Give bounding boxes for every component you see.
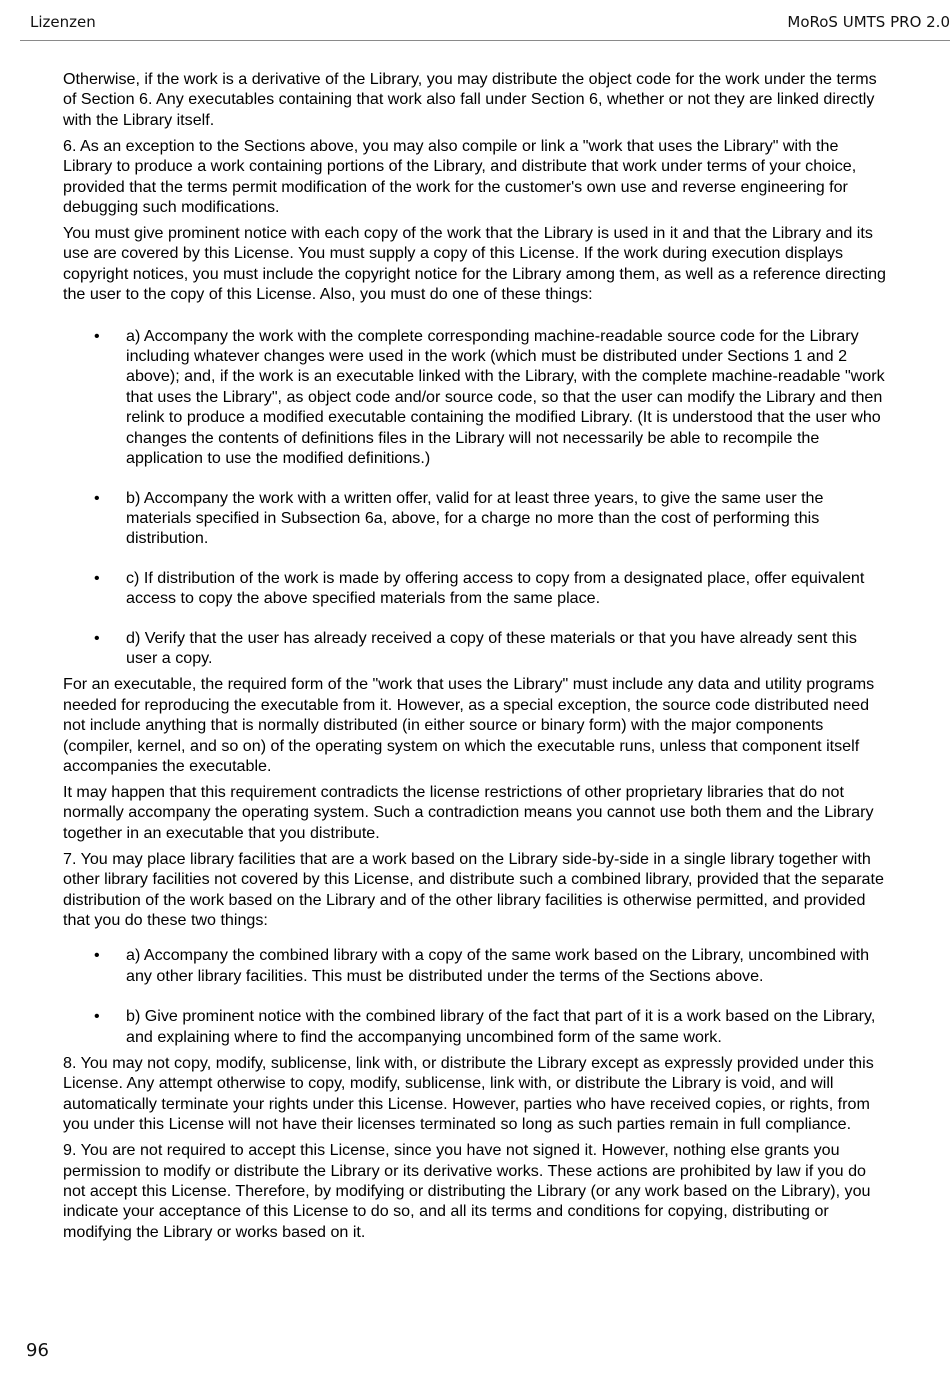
list-item bbox=[63, 568, 891, 609]
bullet-icon: • bbox=[94, 628, 100, 647]
bullet-list bbox=[63, 326, 891, 669]
bullet-icon: • bbox=[94, 1007, 100, 1026]
list-item-text: c) If distribution of the work is made by offering access to copy from a designated place, offer equivalent access to copy the above specified materials from the same place. bbox=[126, 568, 865, 608]
paragraph: 6. As an exception to the Sections above, you may also compile or link a "work that uses the Library" with the Library to produce a work containing portions of the Library, and distribute that work under terms of your choice, provided that the terms permit modification of the work for the customer's own use and reverse engineering for debugging such modifications. bbox=[63, 136, 857, 217]
paragraph: For an executable, the required form of the "work that uses the Library" must include any data and utility programs needed for reproducing the executable from it. However, as a special exception, the source code distributed need not include anything that is normally distributed (in either source or binary form) with the major components (compiler, kernel, and so on) of the operating system on which the executable runs, unless that component itself accompanies the executable. bbox=[63, 675, 875, 775]
bullet-list bbox=[63, 945, 891, 1047]
paragraph: You must give prominent notice with each copy of the work that the Library is used in it and that the Library and its use are covered by this License. You must supply a copy of this License. If the work during execution displays copyright notices, you must include the copyright notice for the Library among them, as well as a reference directing the user to the copy of this License. Also, you must do one of these things: bbox=[63, 224, 886, 304]
bullet-icon: • bbox=[94, 326, 100, 345]
paragraph: 8. You may not copy, modify, sublicense, link with, or distribute the Library except as expressly provided under this License. Any attempt otherwise to copy, modify, sublicense, link with, or distribute the Library is void, and will automatically terminate your rights under this License. However, parties who have received copies, or rights, from you under this License will not have their licenses terminated so long as such parties remain in full compliance. bbox=[63, 1054, 874, 1134]
list-item bbox=[63, 945, 891, 986]
bullet-icon: • bbox=[94, 488, 100, 507]
list-item-text: b) Give prominent notice with the combined library of the fact that part of it is a work based on the Library, and explaining where to find the accompanying uncombined form of the same work. bbox=[126, 1007, 876, 1046]
list-item-text: a) Accompany the work with the complete corresponding machine-readable source code for the Library including whatever changes were used in the work (which must be distributed under Sections 1 and 2 above); and, if the work is an executable linked with the Library, with the complete machine-readable "work that uses the Library", as object code and/or source code, so that the user can modify the Library and then relink to produce a modified executable containing the modified Library. (It is understood that the user who changes the contents of definitions files in the Library will not necessarily be able to recompile the application to use the modified definitions.) bbox=[126, 326, 885, 468]
paragraph: 9. You are not required to accept this License, since you have not signed it. However, nothing else grants you permission to modify or distribute the Library or its derivative works. These actions are prohibited by law if you do not accept this License. Therefore, by modifying or distributing the Library (or any work based on the Library), you indicate your acceptance of this License to do so, and all its terms and conditions for copying, distributing or modifying the Library or works based on it. bbox=[63, 1141, 871, 1241]
list-item bbox=[63, 326, 891, 469]
bullet-icon: • bbox=[94, 568, 100, 587]
header-product-title: MoRoS UMTS PRO 2.0 bbox=[787, 13, 950, 31]
page-body bbox=[63, 69, 891, 1248]
page-number: 96 bbox=[26, 1340, 49, 1361]
list-item bbox=[63, 1006, 891, 1047]
list-item-text: b) Accompany the work with a written offer, valid for at least three years, to give the same user the materials specified in Subsection 6a, above, for a charge no more than the cost of performing this distribution. bbox=[126, 488, 824, 548]
paragraph: Otherwise, if the work is a derivative of the Library, you may distribute the object code for the work under the terms of Section 6. Any executables containing that work also fall under Section 6, whether or not they are linked directly with the Library itself. bbox=[63, 70, 877, 129]
paragraph: It may happen that this requirement contradicts the license restrictions of other proprietary libraries that do not normally accompany the operating system. Such a contradiction means you cannot use both them and the Library together in an executable that you distribute. bbox=[63, 782, 874, 842]
bullet-icon: • bbox=[94, 946, 100, 965]
list-item-text: d) Verify that the user has already received a copy of these materials or that you have already sent this user a copy. bbox=[126, 628, 857, 667]
paragraph: 7. You may place library facilities that are a work based on the Library side-by-side in a single library together with other library facilities not covered by this License, and distribute such a combined library, provided that the separate distribution of the work based on the Library and of the other library facilities is otherwise permitted, and provided that you do these two things: bbox=[63, 849, 884, 929]
list-item bbox=[63, 488, 891, 549]
page-header bbox=[20, 10, 950, 41]
header-section-title: Lizenzen bbox=[30, 13, 96, 31]
list-item-text: a) Accompany the combined library with a copy of the same work based on the Library, uncombined with any other library facilities. This must be distributed under the terms of the Sections above. bbox=[126, 946, 870, 985]
list-item bbox=[63, 628, 891, 669]
